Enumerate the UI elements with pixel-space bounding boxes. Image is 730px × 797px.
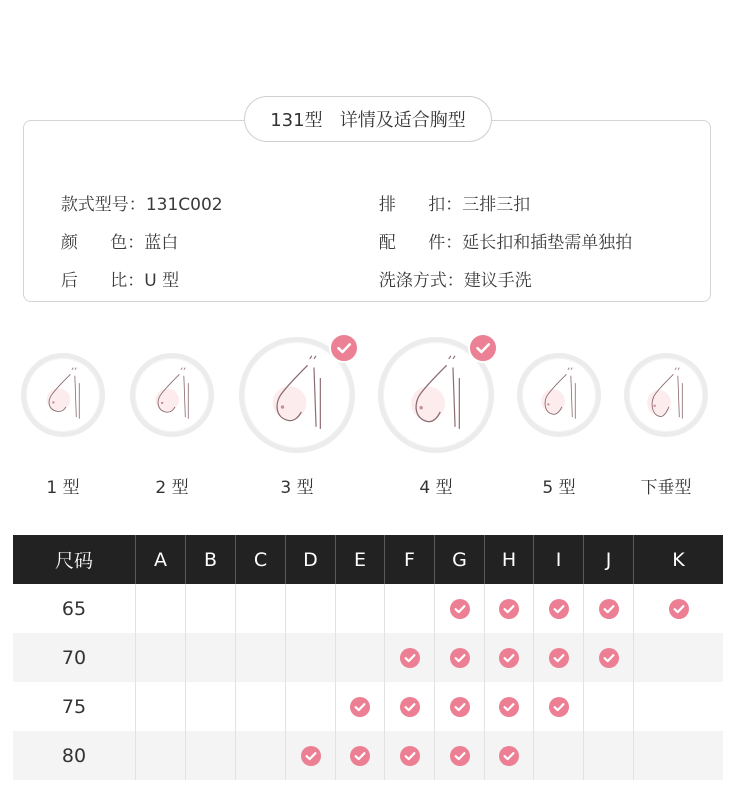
size-cell-65G [435, 584, 485, 633]
available-check-icon [549, 599, 569, 619]
size-cell-65J [584, 584, 634, 633]
size-cell-75I [534, 682, 584, 731]
size-column-header: 尺码 [13, 535, 136, 584]
band-size-cell: 65 [13, 584, 136, 633]
size-cell-65D [286, 584, 336, 633]
available-check-icon [499, 599, 519, 619]
detail-value: 131C002 [145, 195, 223, 215]
breast-shape-label: 下垂型 [640, 478, 692, 498]
available-check-icon [350, 746, 370, 766]
size-table [13, 535, 723, 780]
available-check-icon [599, 599, 619, 619]
size-cell-70K [634, 633, 724, 682]
size-cell-80H [485, 731, 534, 780]
size-cell-80A [136, 731, 186, 780]
size-cell-70I [534, 633, 584, 682]
table-row [13, 682, 723, 731]
detail-label: 排 扣： [378, 195, 463, 215]
breast-shape-label: 2 型 [155, 478, 189, 498]
available-check-icon [400, 648, 420, 668]
cup-column-header-K: K [634, 535, 724, 584]
size-cell-70H [485, 633, 534, 682]
available-check-icon [499, 697, 519, 717]
size-cell-70A [136, 633, 186, 682]
size-table-body [13, 584, 723, 780]
size-cell-65C [236, 584, 286, 633]
size-cell-65B [186, 584, 236, 633]
size-cell-80J [584, 731, 634, 780]
table-row [13, 731, 723, 780]
recommended-check-icon [468, 333, 498, 363]
detail-value: 三排三扣 [462, 195, 531, 215]
breast-shape-label: 4 型 [419, 478, 453, 498]
size-cell-65I [534, 584, 584, 633]
size-table-header [13, 535, 723, 584]
size-cell-80F [385, 731, 435, 780]
detail-label: 洗涤方式： [378, 271, 464, 291]
breast-shape-1-icon [21, 353, 105, 437]
size-cell-70D [286, 633, 336, 682]
size-cell-70J [584, 633, 634, 682]
breast-shape-label: 5 型 [542, 478, 576, 498]
cup-column-header-H: H [485, 535, 534, 584]
size-cell-75A [136, 682, 186, 731]
detail-label: 颜 色： [60, 233, 145, 253]
size-cell-70B [186, 633, 236, 682]
detail-back-style [50, 248, 179, 292]
cup-column-header-D: D [286, 535, 336, 584]
size-cell-65A [136, 584, 186, 633]
size-cell-75E [336, 682, 385, 731]
size-cell-65E [336, 584, 385, 633]
band-size-cell: 80 [13, 731, 136, 780]
available-check-icon [350, 697, 370, 717]
available-check-icon [400, 697, 420, 717]
size-cell-75G [435, 682, 485, 731]
detail-value: 建议手洗 [463, 271, 532, 291]
size-cell-75D [286, 682, 336, 731]
cup-column-header-G: G [435, 535, 485, 584]
size-cell-80K [634, 731, 724, 780]
available-check-icon [599, 648, 619, 668]
size-cell-75J [584, 682, 634, 731]
available-check-icon [669, 599, 689, 619]
cup-column-header-C: C [236, 535, 286, 584]
size-cell-80C [236, 731, 286, 780]
cup-column-header-B: B [186, 535, 236, 584]
available-check-icon [499, 648, 519, 668]
available-check-icon [499, 746, 519, 766]
size-cell-75F [385, 682, 435, 731]
size-cell-65F [385, 584, 435, 633]
available-check-icon [450, 697, 470, 717]
available-check-icon [549, 697, 569, 717]
size-cell-75B [186, 682, 236, 731]
available-check-icon [549, 648, 569, 668]
table-row [13, 633, 723, 682]
size-cell-70F [385, 633, 435, 682]
available-check-icon [450, 746, 470, 766]
breast-shape-2-icon [130, 353, 214, 437]
cup-column-header-A: A [136, 535, 186, 584]
cup-column-header-F: F [385, 535, 435, 584]
band-size-cell: 75 [13, 682, 136, 731]
size-cell-80D [286, 731, 336, 780]
size-cell-75C [236, 682, 286, 731]
cup-column-header-E: E [336, 535, 385, 584]
detail-value: 蓝白 [144, 233, 179, 253]
detail-label: 款式型号： [60, 195, 146, 215]
available-check-icon [450, 648, 470, 668]
available-check-icon [400, 746, 420, 766]
size-cell-65H [485, 584, 534, 633]
size-cell-75K [634, 682, 724, 731]
section-title: 131型 详情及适合胸型 [244, 96, 492, 142]
band-size-cell: 70 [13, 633, 136, 682]
size-cell-65K [634, 584, 724, 633]
detail-label: 配 件： [378, 233, 463, 253]
breast-shape-5-icon [517, 353, 601, 437]
detail-value: 延长扣和插垫需单独拍 [462, 233, 633, 253]
size-cell-70C [236, 633, 286, 682]
size-cell-70G [435, 633, 485, 682]
size-cell-80E [336, 731, 385, 780]
recommended-check-icon [329, 333, 359, 363]
size-cell-70E [336, 633, 385, 682]
breast-shape-label: 3 型 [280, 478, 314, 498]
size-cell-75H [485, 682, 534, 731]
available-check-icon [301, 746, 321, 766]
detail-label: 后 比： [60, 271, 145, 291]
size-cell-80G [435, 731, 485, 780]
breast-shape-sagging-icon [624, 353, 708, 437]
cup-column-header-I: I [534, 535, 584, 584]
size-cell-80B [186, 731, 236, 780]
detail-washing [368, 248, 532, 292]
available-check-icon [450, 599, 470, 619]
cup-column-header-J: J [584, 535, 634, 584]
breast-shape-label: 1 型 [46, 478, 80, 498]
table-row [13, 584, 723, 633]
detail-value: U 型 [144, 271, 180, 291]
size-cell-80I [534, 731, 584, 780]
